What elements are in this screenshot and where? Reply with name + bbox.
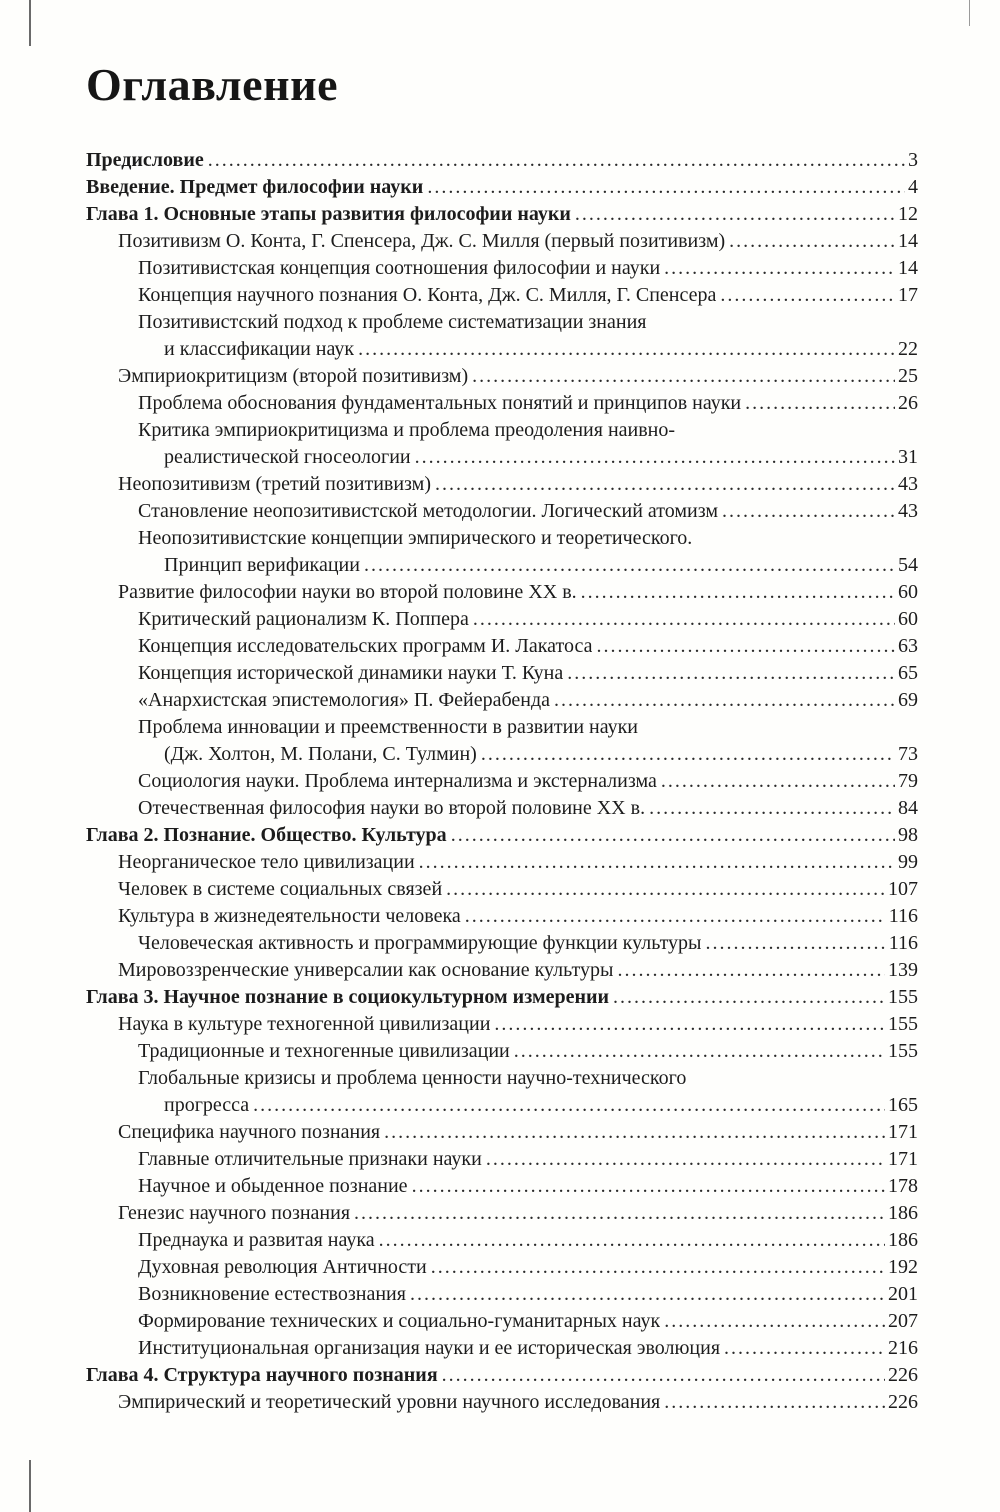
toc-page-number: 79 xyxy=(898,770,918,792)
toc-entry-text: Глобальные кризисы и проблема ценности научно-технического xyxy=(138,1067,687,1089)
toc-row xyxy=(86,525,918,552)
toc-page-number: 171 xyxy=(888,1148,918,1170)
toc-page-number: 14 xyxy=(898,257,918,279)
toc-page-number: 155 xyxy=(888,986,918,1008)
toc-row xyxy=(86,849,918,876)
toc-entry-text: Становление неопозитивистской методологии. Логический атомизм xyxy=(138,500,719,522)
dot-leader xyxy=(724,1335,885,1362)
dot-leader xyxy=(481,741,895,768)
toc-page-number: 60 xyxy=(898,581,918,603)
toc-page-number: 116 xyxy=(888,932,918,954)
dot-leader xyxy=(567,660,895,687)
toc-page-number: 43 xyxy=(898,473,918,495)
toc-entry-text: Предисловие xyxy=(86,149,204,171)
toc-row xyxy=(86,1362,918,1389)
toc-row xyxy=(86,174,918,201)
toc-row xyxy=(86,255,918,282)
dot-leader xyxy=(729,228,895,255)
toc-row xyxy=(86,1011,918,1038)
toc-row xyxy=(86,1335,918,1362)
dot-leader xyxy=(596,633,895,660)
toc-row xyxy=(86,552,918,579)
dot-leader xyxy=(358,336,895,363)
dot-leader xyxy=(435,471,895,498)
dot-leader xyxy=(473,606,895,633)
toc-entry-text: Культура в жизнедеятельности человека xyxy=(118,905,461,927)
toc-row xyxy=(86,417,918,444)
toc-entry-text: Социология науки. Проблема интернализма и экстернализма xyxy=(138,770,657,792)
toc-page-number: 186 xyxy=(888,1202,918,1224)
toc-page-number: 107 xyxy=(888,878,918,900)
toc-page-number: 99 xyxy=(898,851,918,873)
toc-entry-text: Формирование технических и социально-гуманитарных наук xyxy=(138,1310,661,1332)
toc-page-number: 84 xyxy=(898,797,918,819)
toc-entry-text: Отечественная философия науки во второй половине XX в. xyxy=(138,797,646,819)
toc-row xyxy=(86,930,918,957)
toc-row xyxy=(86,768,918,795)
toc-row xyxy=(86,336,918,363)
toc-entry-text: Концепция исследовательских программ И. Лакатоса xyxy=(138,635,593,657)
toc-page-number: 25 xyxy=(898,365,918,387)
toc-row xyxy=(86,1254,918,1281)
toc-entry-text: Человек в системе социальных связей xyxy=(118,878,443,900)
toc-entry-text: Эмпирический и теоретический уровни научного исследования xyxy=(118,1391,661,1413)
toc-entry-text: Проблема обоснования фундаментальных понятий и принципов науки xyxy=(138,392,742,414)
toc-entry-text: Принцип верификации xyxy=(164,554,360,576)
toc-row xyxy=(86,795,918,822)
toc-entry-text: Позитивистский подход к проблеме систематизации знания xyxy=(138,311,647,333)
dot-leader xyxy=(410,1281,885,1308)
dot-leader xyxy=(379,1227,885,1254)
toc-entry-text: Глава 1. Основные этапы развития философии науки xyxy=(86,203,571,225)
dot-leader xyxy=(384,1119,885,1146)
toc-page-number: 207 xyxy=(888,1310,918,1332)
toc-entry-text: (Дж. Холтон, М. Полани, С. Тулмин) xyxy=(164,743,477,765)
toc-entry-text: Неорганическое тело цивилизации xyxy=(118,851,415,873)
dot-leader xyxy=(446,876,885,903)
dot-leader xyxy=(720,282,895,309)
toc-page-number: 139 xyxy=(888,959,918,981)
toc-page-number: 186 xyxy=(888,1229,918,1251)
toc-row xyxy=(86,498,918,525)
toc-row xyxy=(86,660,918,687)
toc-page-number: 54 xyxy=(898,554,918,576)
dot-leader xyxy=(664,255,895,282)
toc-entry-text: Глава 4. Структура научного познания xyxy=(86,1364,438,1386)
dot-leader xyxy=(705,930,885,957)
toc-entry-text: Неопозитивизм (третий позитивизм) xyxy=(118,473,431,495)
toc-page-number: 22 xyxy=(898,338,918,360)
toc-entry-text: Неопозитивистские концепции эмпирического и теоретического. xyxy=(138,527,693,549)
dot-leader xyxy=(661,768,895,795)
toc-entry-text: Концепция исторической динамики науки Т. Куна xyxy=(138,662,564,684)
toc-entry-text: и классификации наук xyxy=(164,338,355,360)
toc-page-number: 178 xyxy=(888,1175,918,1197)
toc-entry-text: Преднаука и развитая наука xyxy=(138,1229,375,1251)
toc-entry-text: Духовная революция Античности xyxy=(138,1256,427,1278)
toc-page-number: 73 xyxy=(898,743,918,765)
toc-row xyxy=(86,903,918,930)
toc-page-number: 17 xyxy=(898,284,918,306)
scan-edge-artifact-bottom-left xyxy=(29,1460,31,1512)
dot-leader xyxy=(253,1092,885,1119)
toc-page-number: 226 xyxy=(888,1364,918,1386)
dot-leader xyxy=(364,552,895,579)
toc-entry-text: Научное и обыденное познание xyxy=(138,1175,408,1197)
toc-row xyxy=(86,1173,918,1200)
page-content xyxy=(86,58,918,1416)
toc-row xyxy=(86,282,918,309)
toc-entry-text: Критический рационализм К. Поппера xyxy=(138,608,469,630)
toc-page-number: 4 xyxy=(908,176,918,198)
toc-row xyxy=(86,1389,918,1416)
toc-entry-text: Позитивизм О. Конта, Г. Спенсера, Дж. С. Милля (первый позитивизм) xyxy=(118,230,726,252)
dot-leader xyxy=(664,1389,885,1416)
toc-page-number: 171 xyxy=(888,1121,918,1143)
toc-row xyxy=(86,606,918,633)
toc-row xyxy=(86,633,918,660)
toc-row xyxy=(86,1200,918,1227)
toc-row xyxy=(86,1227,918,1254)
toc-entry-text: Введение. Предмет философии науки xyxy=(86,176,424,198)
toc-page-number: 192 xyxy=(888,1256,918,1278)
dot-leader xyxy=(451,822,895,849)
toc-entry-text: прогресса xyxy=(164,1094,250,1116)
toc-row xyxy=(86,714,918,741)
toc-row xyxy=(86,687,918,714)
toc-entry-text: Человеческая активность и программирующие функции культуры xyxy=(138,932,702,954)
dot-leader xyxy=(354,1200,885,1227)
dot-leader xyxy=(722,498,895,525)
toc-entry-text: Институциональная организация науки и ее историческая эволюция xyxy=(138,1337,721,1359)
dot-leader xyxy=(431,1254,885,1281)
toc-page-number: 216 xyxy=(888,1337,918,1359)
toc-list xyxy=(86,147,918,1416)
dot-leader xyxy=(649,795,895,822)
page-title: Оглавление xyxy=(86,59,339,110)
dot-leader xyxy=(617,957,885,984)
dot-leader xyxy=(442,1362,885,1389)
toc-entry-text: Специфика научного познания xyxy=(118,1121,381,1143)
toc-entry-text: Развитие философии науки во второй половине XX в. xyxy=(118,581,577,603)
dot-leader xyxy=(208,147,905,174)
toc-entry-text: Эмпириокритицизм (второй позитивизм) xyxy=(118,365,469,387)
toc-row xyxy=(86,390,918,417)
toc-entry-text: Позитивистская концепция соотношения философии и науки xyxy=(138,257,661,279)
dot-leader xyxy=(472,363,895,390)
toc-row xyxy=(86,957,918,984)
toc-row xyxy=(86,1308,918,1335)
toc-page-number: 14 xyxy=(898,230,918,252)
dot-leader xyxy=(613,984,885,1011)
scan-edge-artifact-top-right xyxy=(969,0,970,26)
toc-row xyxy=(86,1038,918,1065)
toc-row xyxy=(86,444,918,471)
toc-page-number: 116 xyxy=(888,905,918,927)
toc-entry-text: Глава 3. Научное познание в социокультурном измерении xyxy=(86,986,610,1008)
toc-page-number: 201 xyxy=(888,1283,918,1305)
toc-entry-text: Критика эмпириокритицизма и проблема преодоления наивно- xyxy=(138,419,676,441)
dot-leader xyxy=(514,1038,885,1065)
toc-entry-text: Главные отличительные признаки науки xyxy=(138,1148,482,1170)
toc-row xyxy=(86,1119,918,1146)
toc-entry-text: Возникновение естествознания xyxy=(138,1283,406,1305)
toc-page-number: 69 xyxy=(898,689,918,711)
toc-row xyxy=(86,201,918,228)
toc-page-number: 98 xyxy=(898,824,918,846)
dot-leader xyxy=(575,201,895,228)
toc-page-number: 12 xyxy=(898,203,918,225)
toc-row xyxy=(86,984,918,1011)
toc-row xyxy=(86,876,918,903)
dot-leader xyxy=(745,390,895,417)
toc-page-number: 43 xyxy=(898,500,918,522)
toc-row xyxy=(86,471,918,498)
dot-leader xyxy=(427,174,905,201)
scan-edge-artifact-top-left xyxy=(29,0,31,46)
dot-leader xyxy=(419,849,895,876)
toc-entry-text: Глава 2. Познание. Общество. Культура xyxy=(86,824,447,846)
toc-page-number: 60 xyxy=(898,608,918,630)
toc-page-number: 63 xyxy=(898,635,918,657)
toc-page-number: 155 xyxy=(888,1040,918,1062)
toc-page-number: 31 xyxy=(898,446,918,468)
toc-page-number: 3 xyxy=(908,149,918,171)
dot-leader xyxy=(581,579,895,606)
toc-entry-text: «Анархистская эпистемология» П. Фейерабенда xyxy=(138,689,551,711)
toc-page-number: 226 xyxy=(888,1391,918,1413)
dot-leader xyxy=(465,903,886,930)
toc-entry-text: Традиционные и техногенные цивилизации xyxy=(138,1040,510,1062)
toc-page-number: 26 xyxy=(898,392,918,414)
dot-leader xyxy=(412,1173,885,1200)
dot-leader xyxy=(494,1011,885,1038)
toc-entry-text: Наука в культуре техногенной цивилизации xyxy=(118,1013,491,1035)
toc-entry-text: Концепция научного познания О. Конта, Дж. С. Милля, Г. Спенсера xyxy=(138,284,717,306)
toc-page-number: 165 xyxy=(888,1094,918,1116)
dot-leader xyxy=(415,444,895,471)
toc-row xyxy=(86,579,918,606)
toc-entry-text: Проблема инновации и преемственности в развитии науки xyxy=(138,716,639,738)
toc-row xyxy=(86,147,918,174)
toc-entry-text: реалистической гносеологии xyxy=(164,446,411,468)
toc-entry-text: Генезис научного познания xyxy=(118,1202,351,1224)
toc-row xyxy=(86,309,918,336)
toc-row xyxy=(86,741,918,768)
toc-row xyxy=(86,228,918,255)
toc-entry-text: Мировоззренческие универсалии как основание культуры xyxy=(118,959,614,981)
dot-leader xyxy=(554,687,895,714)
toc-page-number: 65 xyxy=(898,662,918,684)
dot-leader xyxy=(486,1146,885,1173)
toc-row xyxy=(86,1092,918,1119)
toc-row xyxy=(86,1065,918,1092)
toc-row xyxy=(86,1281,918,1308)
dot-leader xyxy=(664,1308,885,1335)
toc-row xyxy=(86,822,918,849)
toc-row xyxy=(86,363,918,390)
toc-page-number: 155 xyxy=(888,1013,918,1035)
toc-row xyxy=(86,1146,918,1173)
